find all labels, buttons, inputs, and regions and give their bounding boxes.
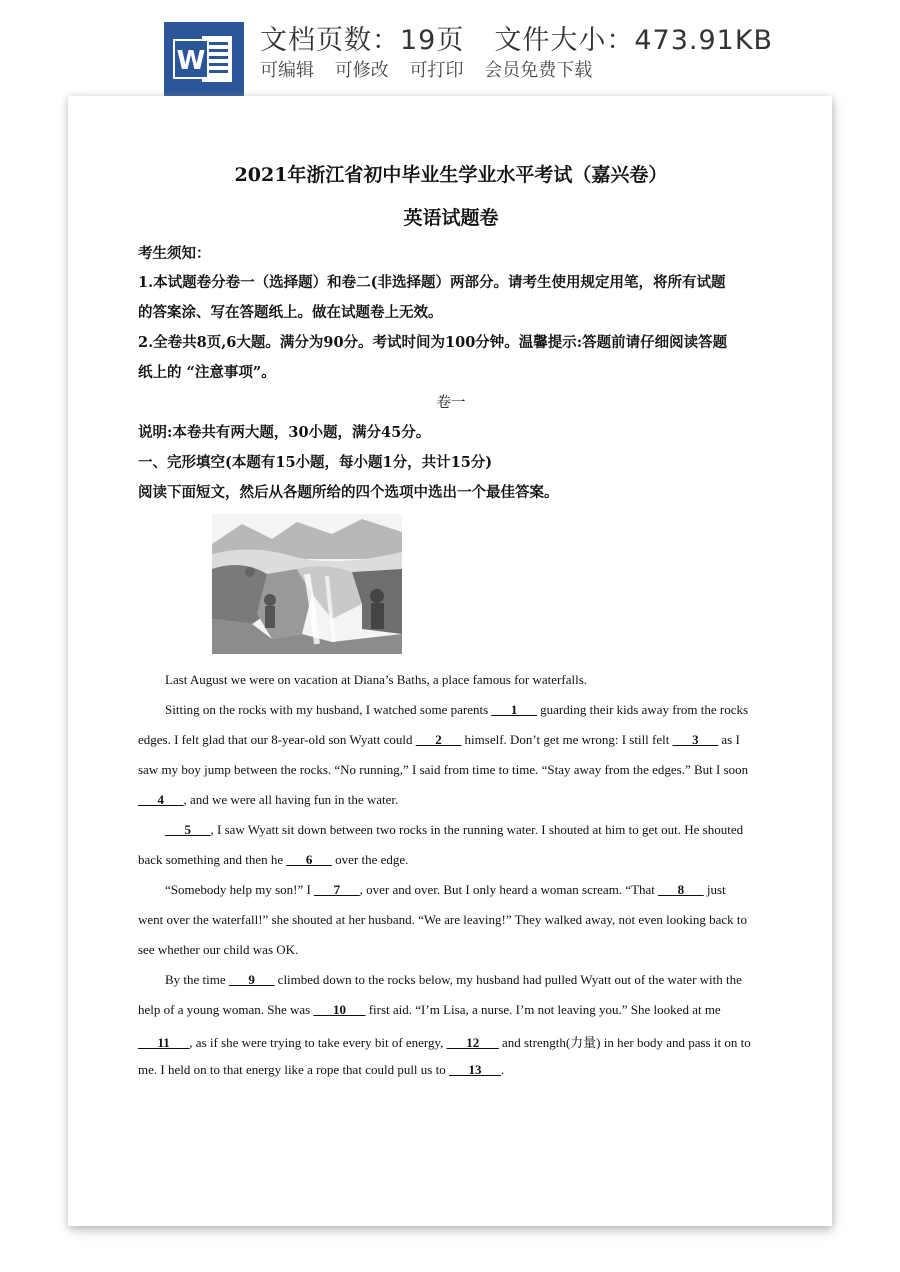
passage-line <box>138 792 764 808</box>
passage-line <box>138 852 764 868</box>
section-instruction: 阅读下面短文，然后从各题所给的四个选项中选出一个最佳答案。 <box>138 484 559 501</box>
feature-member-download: 会员免费下载 <box>484 60 593 81</box>
blank-1: ___1___ <box>491 702 537 717</box>
svg-text:W: W <box>176 46 206 76</box>
passage-line <box>138 1032 764 1051</box>
blank-8: ___8___ <box>658 882 704 897</box>
passage-text: By the time <box>165 972 229 987</box>
blank-3: ___3___ <box>672 732 719 747</box>
passage-line <box>138 1062 764 1078</box>
blank-4: ___4___ <box>138 792 184 807</box>
passage-text: climbed down to the rocks below, my husband had pulled Wyatt out of the water with the <box>274 972 742 987</box>
page-count: 文档页数：19页 <box>260 25 465 56</box>
blank-2: ___2___ <box>415 732 462 747</box>
blank-6: ___6___ <box>286 852 332 867</box>
passage-text: help of a young woman. She was <box>138 1002 314 1017</box>
passage-line <box>138 732 764 748</box>
exam-title: 2021年浙江省初中毕业生学业水平考试（嘉兴卷） <box>234 164 668 186</box>
blank-9: ___9___ <box>228 972 275 987</box>
passage-text: . <box>500 1062 505 1077</box>
blank-13: ___13___ <box>448 1062 501 1077</box>
passage-text: himself. Don’t get me wrong: I still felt <box>461 732 673 747</box>
waterfall-illustration-icon <box>212 514 402 654</box>
passage-text: back something and then he <box>138 852 287 867</box>
passage-text: “Somebody help my son!” I <box>165 882 315 897</box>
notice-item-1-cont: 的答案涂、写在答题纸上。做在试题卷上无效。 <box>138 304 443 321</box>
passage-text: , over and over. But I only heard a woman scream. “That <box>359 882 659 897</box>
passage-text: , I saw Wyatt sit down between two rocks in the running water. I shouted at him to get out. He shouted <box>210 822 744 837</box>
passage-text: over the edge. <box>331 852 409 867</box>
passage-line <box>138 912 764 928</box>
passage-line <box>138 702 764 718</box>
blank-7: ___7___ <box>314 882 360 897</box>
blank-10: ___10___ <box>313 1002 366 1017</box>
feature-printable: 可打印 <box>409 60 464 81</box>
file-size: 文件大小：473.91KB <box>494 25 774 56</box>
file-info <box>260 18 773 57</box>
passage-text: edges. I felt glad that our 8-year-old son Wyatt could <box>138 732 416 747</box>
word-document-icon <box>164 22 244 96</box>
passage-text: me. I held on to that energy like a rope that could pull us to <box>138 1062 449 1077</box>
volume-heading: 卷一 <box>436 395 466 411</box>
volume-explanation: 说明:本卷共有两大题，30小题，满分45分。 <box>138 424 431 441</box>
passage-text: , and we were all having fun in the water. <box>183 792 399 807</box>
blank-12: ___12___ <box>446 1035 499 1050</box>
blank-11: ___11___ <box>138 1035 190 1050</box>
passage-line <box>138 762 764 778</box>
passage-text: just <box>703 882 726 897</box>
exam-subtitle: 英语试题卷 <box>403 207 499 229</box>
blank-5: ___5___ <box>165 822 211 837</box>
passage-text: went over the waterfall!” she shouted at her husband. “We are leaving!” They walked away, not even looking back to <box>138 912 748 927</box>
download-banner <box>0 0 900 100</box>
passage-line <box>138 672 764 688</box>
notice-heading: 考生须知： <box>138 245 211 262</box>
passage-line <box>138 972 764 988</box>
passage-text: , as if she were trying to take every bit of energy, <box>189 1035 447 1050</box>
passage-text: Sitting on the rocks with my husband, I watched some parents <box>165 702 492 717</box>
section-heading: 一、完形填空(本题有15小题，每小题1分，共计15分) <box>138 454 493 471</box>
document-page <box>68 96 832 1226</box>
passage-text: first aid. “I’m Lisa, a nurse. I’m not leaving you.” She looked at me <box>365 1002 721 1017</box>
passage-text: guarding their kids away from the rocks <box>536 702 749 717</box>
passage-text: as I <box>718 732 740 747</box>
passage-line <box>138 882 764 898</box>
feature-modifiable: 可修改 <box>334 60 389 81</box>
passage-line <box>138 822 764 838</box>
feature-list <box>260 56 601 82</box>
passage-line <box>138 1002 764 1018</box>
notice-item-1: 1.本试题卷分卷一（选择题）和卷二(非选择题）两部分。请考生使用规定用笔，将所有试题 <box>138 274 726 291</box>
feature-editable: 可编辑 <box>260 60 314 81</box>
passage-text: see whether our child was OK. <box>138 942 299 957</box>
notice-item-2: 2.全卷共8页,6大题。满分为90分。考试时间为100分钟。温馨提示:答题前请仔细阅读答题 <box>138 334 728 351</box>
passage-line <box>138 942 764 958</box>
passage-text: Last August we were on vacation at Diana’s Baths, a place famous for waterfalls. <box>165 672 587 687</box>
notice-item-2-cont: 纸上的 “注意事项”。 <box>138 364 276 381</box>
passage-text: and strength(力量) in her body and pass it on to <box>498 1035 751 1050</box>
passage-text: saw my boy jump between the rocks. “No running,” I said from time to time. “Stay away from the edges.” But I soon <box>138 762 749 777</box>
